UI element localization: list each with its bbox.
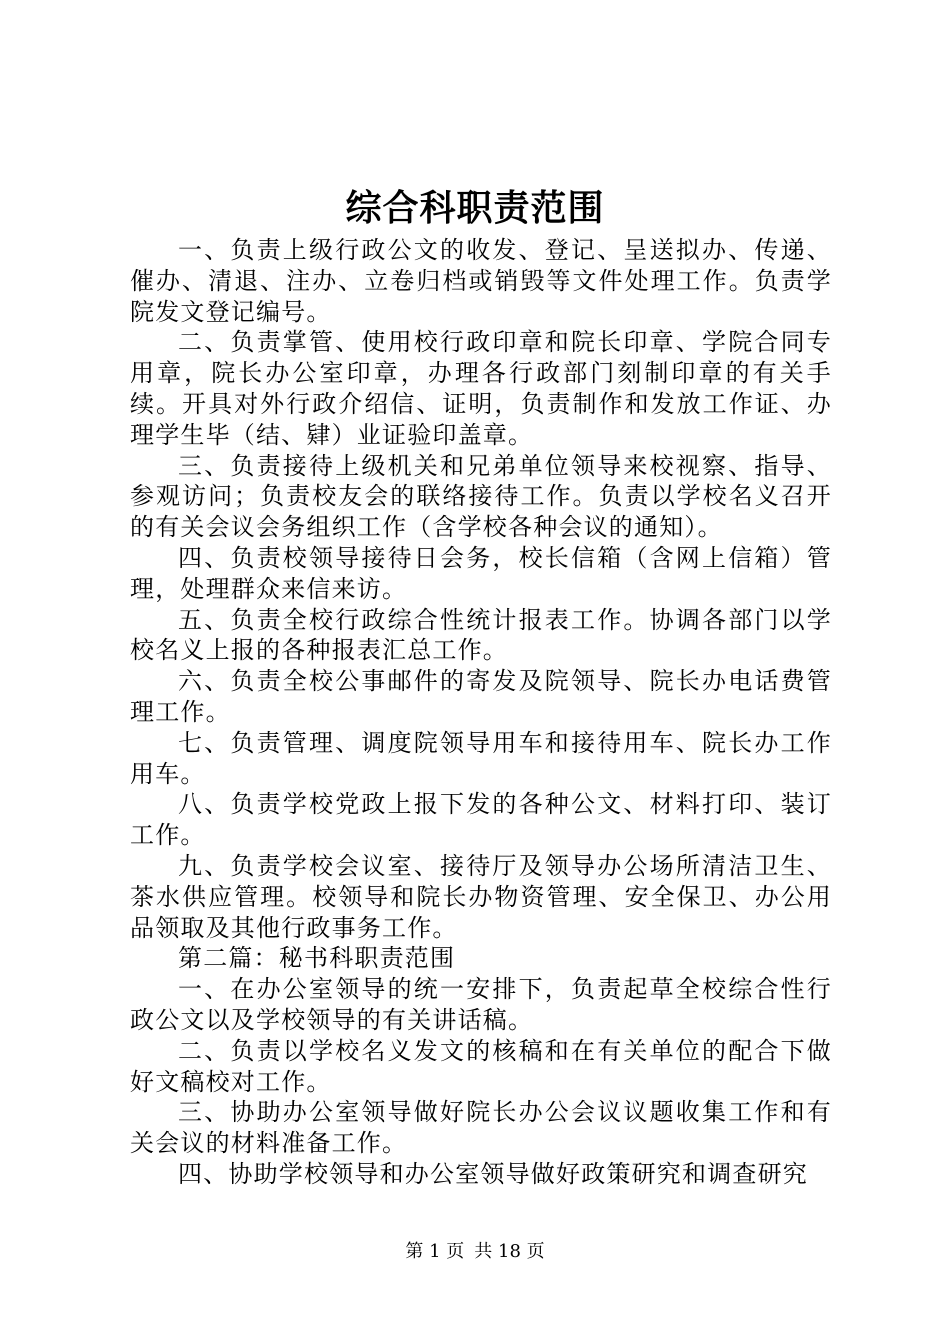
paragraph-11: 二、负责以学校名义发文的核稿和在有关单位的配合下做好文稿校对工作。	[130, 1036, 832, 1096]
paragraph-10: 一、在办公室领导的统一安排下，负责起草全校综合性行政公文以及学校领导的有关讲话稿。	[130, 975, 832, 1034]
paragraph-3: 三、负责接待上级机关和兄弟单位领导来校视察、指导、参观访问；负责校友会的联络接待工作。负责以学校名义召开的有关会议会务组织工作（含学校各种会议的通知）。	[130, 451, 832, 542]
page-total: 共 18 页	[474, 1241, 545, 1262]
paragraph-8: 八、负责学校党政上报下发的各种公文、材料打印、装订工作。	[130, 790, 832, 850]
paragraph-6: 六、负责全校公事邮件的寄发及院领导、院长办电话费管理工作。	[130, 667, 832, 726]
page-footer	[0, 1240, 950, 1264]
section-heading: 第二篇：秘书科职责范围	[178, 944, 456, 973]
paragraph-9: 九、负责学校会议室、接待厅及领导办公场所清洁卫生、茶水供应管理。校领导和院长办物资管理、安全保卫、办公用品领取及其他行政事务工作。	[130, 851, 832, 942]
page-number: 第 1 页	[405, 1241, 465, 1262]
paragraph-13: 四、协助学校领导和办公室领导做好政策研究和调查研究	[178, 1159, 808, 1188]
page-title: 综合科职责范围	[345, 187, 605, 229]
paragraph-12: 三、协助办公室领导做好院长办公会议议题收集工作和有关会议的材料准备工作。	[130, 1098, 832, 1158]
paragraph-1: 一、负责上级行政公文的收发、登记、呈送拟办、传递、催办、清退、注办、立卷归档或销毁等文件处理工作。负责学院发文登记编号。	[130, 236, 832, 326]
document-body	[130, 235, 832, 1190]
paragraph-7: 七、负责管理、调度院领导用车和接待用车、院长办工作用车。	[130, 728, 832, 788]
paragraph-2: 二、负责掌管、使用校行政印章和院长印章、学院合同专用章，院长办公室印章，办理各行政部门刻制印章的有关手续。开具对外行政介绍信、证明，负责制作和发放工作证、办理学生毕（结、肄）业证验印盖章。	[130, 328, 832, 449]
paragraph-5: 五、负责全校行政综合性统计报表工作。协调各部门以学校名义上报的各种报表汇总工作。	[130, 605, 832, 665]
paragraph-4: 四、负责校领导接待日会务，校长信箱（含网上信箱）管理，处理群众来信来访。	[130, 543, 832, 603]
